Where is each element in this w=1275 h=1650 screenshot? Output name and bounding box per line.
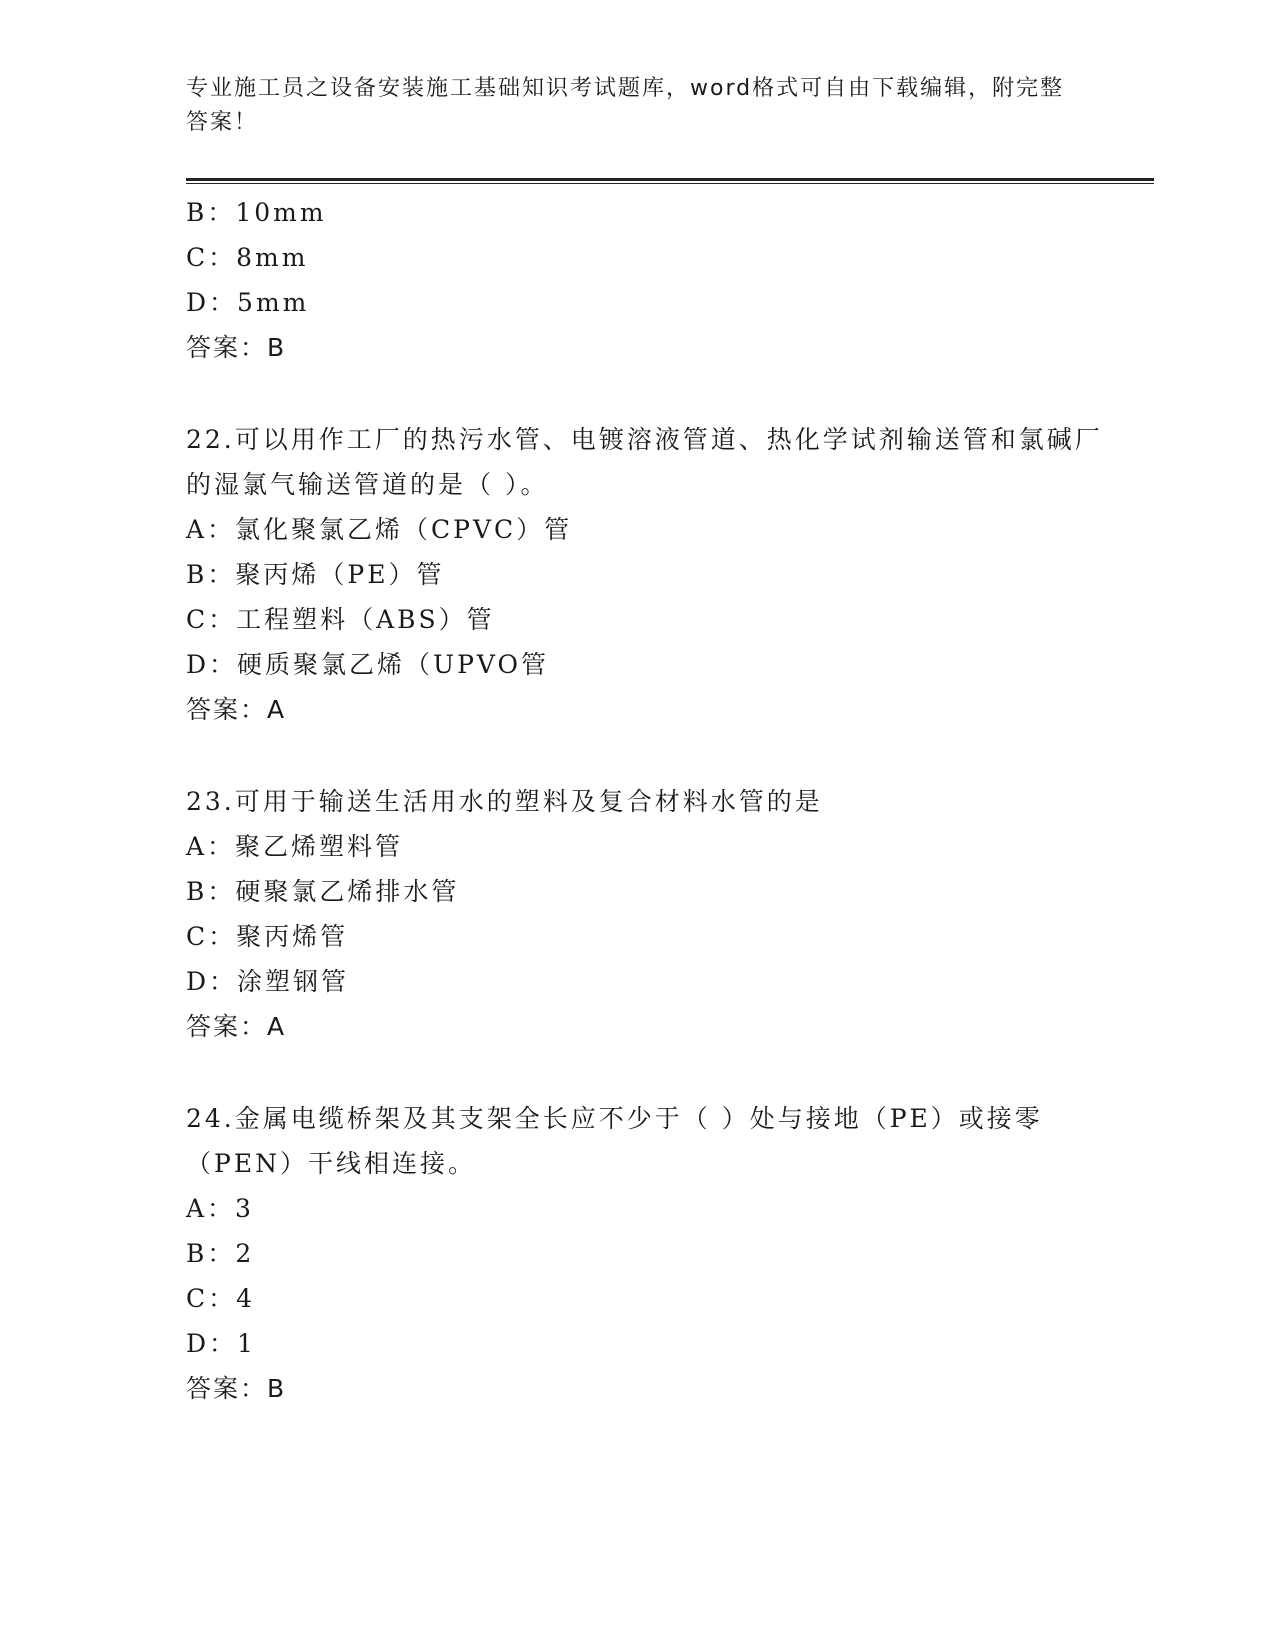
option-b: B：10mm: [186, 198, 327, 227]
question-list: [186, 190, 1106, 1411]
header-rule-thin: [186, 183, 1154, 184]
option-a: A：聚乙烯塑料管: [186, 832, 404, 861]
document-header: 专业施工员之设备安装施工基础知识考试题库，word格式可自由下载编辑，附完整答案！: [186, 76, 1065, 135]
prev-question-block: [186, 190, 1106, 370]
question-stem: 24.金属电缆桥架及其支架全长应不少于（ ）处与接地（PE）或接零（PEN）干线相连接。: [186, 1104, 1043, 1178]
question-24: [186, 1096, 1106, 1411]
question-stem: 22.可以用作工厂的热污水管、电镀溶液管道、热化学试剂输送管和氯碱厂的湿氯气输送管道的是（ ）。: [186, 425, 1103, 499]
answer-line: 答案：B: [186, 333, 287, 362]
question-23: [186, 779, 1106, 1049]
option-d: D：涂塑钢管: [186, 967, 350, 996]
option-d: D：硬质聚氯乙烯（UPVO管: [186, 650, 550, 679]
option-c: C：4: [186, 1284, 256, 1313]
answer-line: 答案：A: [186, 1012, 287, 1041]
option-b: B：2: [186, 1239, 255, 1268]
answer-line: 答案：A: [186, 695, 287, 724]
option-a: A：3: [186, 1194, 254, 1223]
option-d: D：5mm: [186, 288, 310, 317]
option-c: C：8mm: [186, 243, 309, 272]
header-rule-thick: [186, 178, 1154, 181]
option-b: B：硬聚氯乙烯排水管: [186, 877, 460, 906]
option-b: B：聚丙烯（PE）管: [186, 560, 445, 589]
option-c: C：工程塑料（ABS）管: [186, 605, 495, 634]
question-22: [186, 417, 1106, 732]
question-stem: 23.可用于输送生活用水的塑料及复合材料水管的是: [186, 787, 823, 816]
option-c: C：聚丙烯管: [186, 922, 349, 951]
option-a: A：氯化聚氯乙烯（CPVC）管: [186, 515, 573, 544]
answer-line: 答案：B: [186, 1374, 287, 1403]
option-d: D：1: [186, 1329, 256, 1358]
